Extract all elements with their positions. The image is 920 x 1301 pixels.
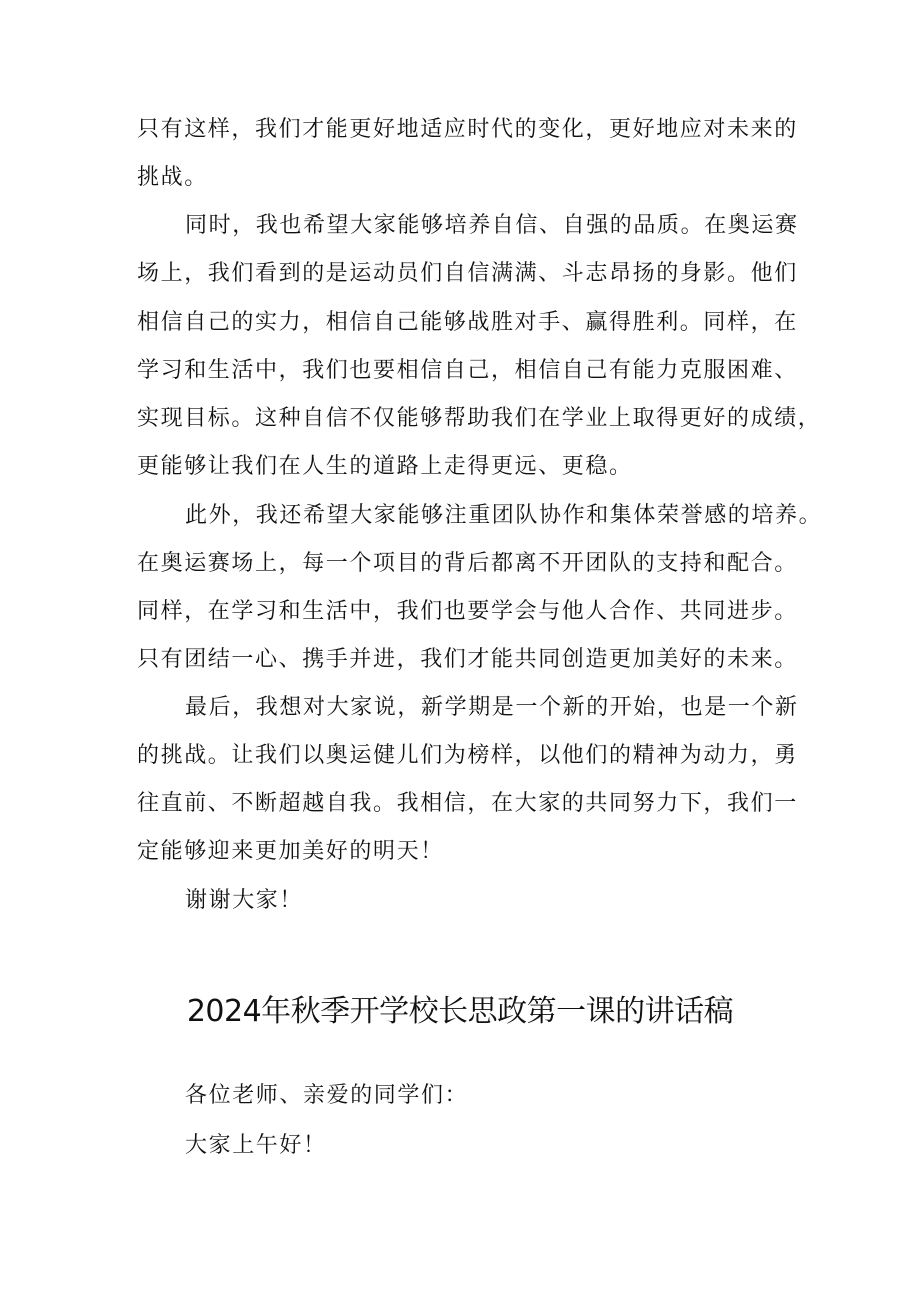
body-line: 只有这样，我们才能更好地适应时代的变化，更好地应对未来的 — [137, 117, 798, 142]
paragraph-start-line: 同时，我也希望大家能够培养自信、自强的品质。在奥运赛 — [185, 213, 799, 238]
body-line: 同样，在学习和生活中，我们也要学会与他人合作、共同进步。 — [137, 599, 798, 624]
body-line: 相信自己的实力，相信自己能够战胜对手、赢得胜利。同样，在 — [137, 310, 798, 335]
body-line: 实现目标。这种自信不仅能够帮助我们在学业上取得更好的成绩， — [137, 406, 822, 431]
greeting-line: 大家上午好！ — [185, 1133, 327, 1158]
closing-line: 谢谢大家！ — [185, 888, 304, 913]
body-line: 学习和生活中，我们也要相信自己，相信自己有能力克服困难、 — [137, 358, 798, 383]
paragraph-start-line: 最后，我想对大家说，新学期是一个新的开始，也是一个新 — [185, 695, 799, 720]
paragraph-start-line: 此外，我还希望大家能够注重团队协作和集体荣誉感的培养。 — [185, 503, 823, 528]
body-line: 场上，我们看到的是运动员们自信满满、斗志昂扬的身影。他们 — [137, 261, 798, 286]
body-line: 在奥运赛场上，每一个项目的背后都离不开团队的支持和配合。 — [137, 551, 798, 576]
body-line: 更能够让我们在人生的道路上走得更远、更稳。 — [137, 454, 633, 479]
body-line: 只有团结一心、携手并进，我们才能共同创造更加美好的未来。 — [137, 647, 798, 672]
body-line: 挑战。 — [137, 165, 208, 190]
body-line: 往直前、不断超越自我。我相信，在大家的共同努力下，我们一 — [137, 791, 798, 816]
body-line: 定能够迎来更加美好的明天！ — [137, 839, 444, 864]
body-line: 的挑战。让我们以奥运健儿们为榜样，以他们的精神为动力，勇 — [137, 743, 798, 768]
section-title: 2024年秋季开学校长思政第一课的讲话稿 — [186, 994, 734, 1029]
salutation-line: 各位老师、亲爱的同学们： — [185, 1083, 469, 1108]
